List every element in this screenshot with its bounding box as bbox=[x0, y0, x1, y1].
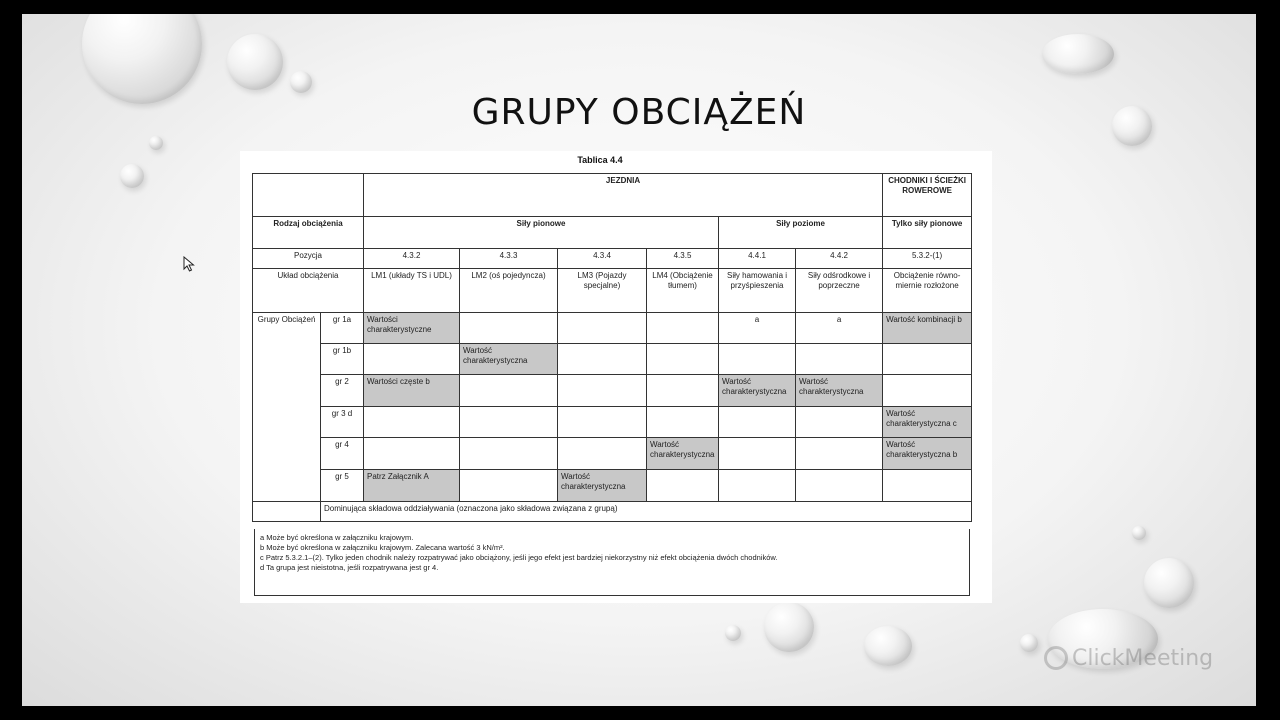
table-cell bbox=[719, 470, 796, 502]
table-cell bbox=[647, 375, 719, 407]
clickmeeting-watermark bbox=[1044, 645, 1213, 671]
table-cell: Wartość charakterystyczna c bbox=[883, 407, 972, 438]
table-cell bbox=[460, 313, 558, 344]
table-cell bbox=[647, 344, 719, 375]
table-cell bbox=[719, 344, 796, 375]
table-caption: Tablica 4.4 bbox=[577, 155, 623, 165]
pozycja-cell: 4.3.5 bbox=[647, 249, 719, 269]
header-row bbox=[253, 174, 972, 217]
table-cell bbox=[460, 438, 558, 470]
table-cell: a bbox=[796, 313, 883, 344]
pozycja-cell: 4.3.2 bbox=[364, 249, 460, 269]
table-cell: Wartości częste b bbox=[364, 375, 460, 407]
clickmeeting-logo-icon bbox=[1044, 646, 1068, 670]
table-cell: Wartość charakterystyczna bbox=[647, 438, 719, 470]
table-cell bbox=[460, 407, 558, 438]
table-cell bbox=[796, 470, 883, 502]
table-row bbox=[253, 375, 972, 407]
table-cell: Wartość charakterystyczna bbox=[460, 344, 558, 375]
pozycja-cell: 4.4.1 bbox=[719, 249, 796, 269]
footnote: b Może być określona w załączniku krajowym. Zalecana wartość 3 kN/m². bbox=[260, 543, 505, 552]
table-row bbox=[253, 438, 972, 470]
tylko-sily-pionowe-header: Tylko siły pionowe bbox=[883, 217, 972, 249]
group-label: gr 1a bbox=[321, 313, 364, 344]
table-cell bbox=[460, 470, 558, 502]
table-cell: Wartość charakterystyczna bbox=[558, 470, 647, 502]
table-row bbox=[253, 313, 972, 344]
table-cell bbox=[558, 313, 647, 344]
table-cell bbox=[364, 438, 460, 470]
water-drop-decoration bbox=[82, 14, 202, 104]
water-drop-decoration bbox=[227, 34, 283, 90]
water-drop-decoration bbox=[1132, 526, 1146, 540]
chodniki-header: CHODNIKI I ŚCIEŻKI ROWEROWE bbox=[883, 174, 972, 217]
water-drop-decoration bbox=[864, 626, 912, 666]
empty-cell bbox=[253, 502, 321, 522]
water-drop-decoration bbox=[120, 164, 144, 188]
group-label: gr 1b bbox=[321, 344, 364, 375]
table-cell bbox=[647, 407, 719, 438]
table-cell: Wartość charakterystyczna bbox=[719, 375, 796, 407]
pozycja-cell: 4.4.2 bbox=[796, 249, 883, 269]
table-row bbox=[253, 344, 972, 375]
uklad-cell: Siły hamowania i przyśpieszenia bbox=[719, 269, 796, 313]
table-cell bbox=[796, 344, 883, 375]
pozycja-row bbox=[253, 249, 972, 269]
rodzaj-row bbox=[253, 217, 972, 249]
group-label: gr 5 bbox=[321, 470, 364, 502]
footnotes bbox=[254, 529, 970, 596]
mouse-cursor-icon bbox=[183, 256, 197, 272]
uklad-cell: Siły odśrodkowe i poprzeczne bbox=[796, 269, 883, 313]
empty-header-cell bbox=[253, 174, 364, 217]
dominujaca-row bbox=[253, 502, 972, 522]
uklad-row bbox=[253, 269, 972, 313]
water-drop-decoration bbox=[764, 602, 814, 652]
dominujaca-text: Dominująca składowa oddziaływania (oznaczona jako składowa związana z grupą) bbox=[321, 502, 972, 522]
table-cell bbox=[796, 438, 883, 470]
group-label: gr 4 bbox=[321, 438, 364, 470]
table-cell bbox=[364, 344, 460, 375]
table-cell bbox=[719, 407, 796, 438]
table-cell bbox=[558, 344, 647, 375]
water-drop-decoration bbox=[725, 625, 741, 641]
rodzaj-label: Rodzaj obciążenia bbox=[253, 217, 364, 249]
table-cell bbox=[558, 438, 647, 470]
water-drop-decoration bbox=[1144, 558, 1194, 608]
table-cell: Wartość kombinacji b bbox=[883, 313, 972, 344]
uklad-cell: LM4 (Obciążenie tłumem) bbox=[647, 269, 719, 313]
table-cell bbox=[647, 470, 719, 502]
grupy-label: Grupy Obciążeń bbox=[253, 313, 321, 502]
table-cell bbox=[883, 344, 972, 375]
watermark-text: ClickMeeting bbox=[1072, 645, 1214, 671]
pozycja-cell: 4.3.4 bbox=[558, 249, 647, 269]
footnote: d Ta grupa jest nieistotna, jeśli rozpatrywana jest gr 4. bbox=[260, 563, 439, 572]
table-cell bbox=[364, 407, 460, 438]
pozycja-cell: 4.3.3 bbox=[460, 249, 558, 269]
table-cell bbox=[719, 438, 796, 470]
jezdnia-header: JEZDNIA bbox=[364, 174, 883, 217]
water-drop-decoration bbox=[1042, 34, 1114, 74]
group-label: gr 2 bbox=[321, 375, 364, 407]
table-cell: a bbox=[719, 313, 796, 344]
uklad-label: Układ obciążenia bbox=[253, 269, 364, 313]
table-cell bbox=[558, 375, 647, 407]
uklad-cell: LM2 (oś pojedyncza) bbox=[460, 269, 558, 313]
load-groups-table bbox=[252, 173, 972, 522]
group-label: gr 3 d bbox=[321, 407, 364, 438]
water-drop-decoration bbox=[1020, 634, 1038, 652]
table-cell bbox=[460, 375, 558, 407]
table-image bbox=[240, 151, 992, 603]
uklad-cell: LM1 (układy TS i UDL) bbox=[364, 269, 460, 313]
uklad-cell: Obciążenie równo-miernie rozłożone bbox=[883, 269, 972, 313]
water-drop-decoration bbox=[290, 71, 312, 93]
table-cell bbox=[883, 375, 972, 407]
table-cell bbox=[558, 407, 647, 438]
table-cell: Wartości charakterystyczne bbox=[364, 313, 460, 344]
table-cell: Patrz Załącznik A bbox=[364, 470, 460, 502]
slide bbox=[22, 14, 1256, 706]
pozycja-cell: 5.3.2-(1) bbox=[883, 249, 972, 269]
slide-title: GRUPY OBCIĄŻEŃ bbox=[471, 92, 807, 133]
footnote: a Może być określona w załączniku krajowym. bbox=[260, 533, 414, 542]
table-cell: Wartość charakterystyczna bbox=[796, 375, 883, 407]
pozycja-label: Pozycja bbox=[253, 249, 364, 269]
table-cell bbox=[883, 470, 972, 502]
table-cell: Wartość charakterystyczna b bbox=[883, 438, 972, 470]
sily-poziome-header: Siły poziome bbox=[719, 217, 883, 249]
water-drop-decoration bbox=[149, 136, 163, 150]
sily-pionowe-header: Siły pionowe bbox=[364, 217, 719, 249]
table-row bbox=[253, 470, 972, 502]
table-cell bbox=[647, 313, 719, 344]
table-row bbox=[253, 407, 972, 438]
table-cell bbox=[796, 407, 883, 438]
uklad-cell: LM3 (Pojazdy specjalne) bbox=[558, 269, 647, 313]
footnote: c Patrz 5.3.2.1–(2). Tylko jeden chodnik należy rozpatrywać jako obciążony, jeśli jego efekt jest bardziej niekorzystny niż efekt obciążenia dwóch chodników. bbox=[260, 553, 778, 562]
